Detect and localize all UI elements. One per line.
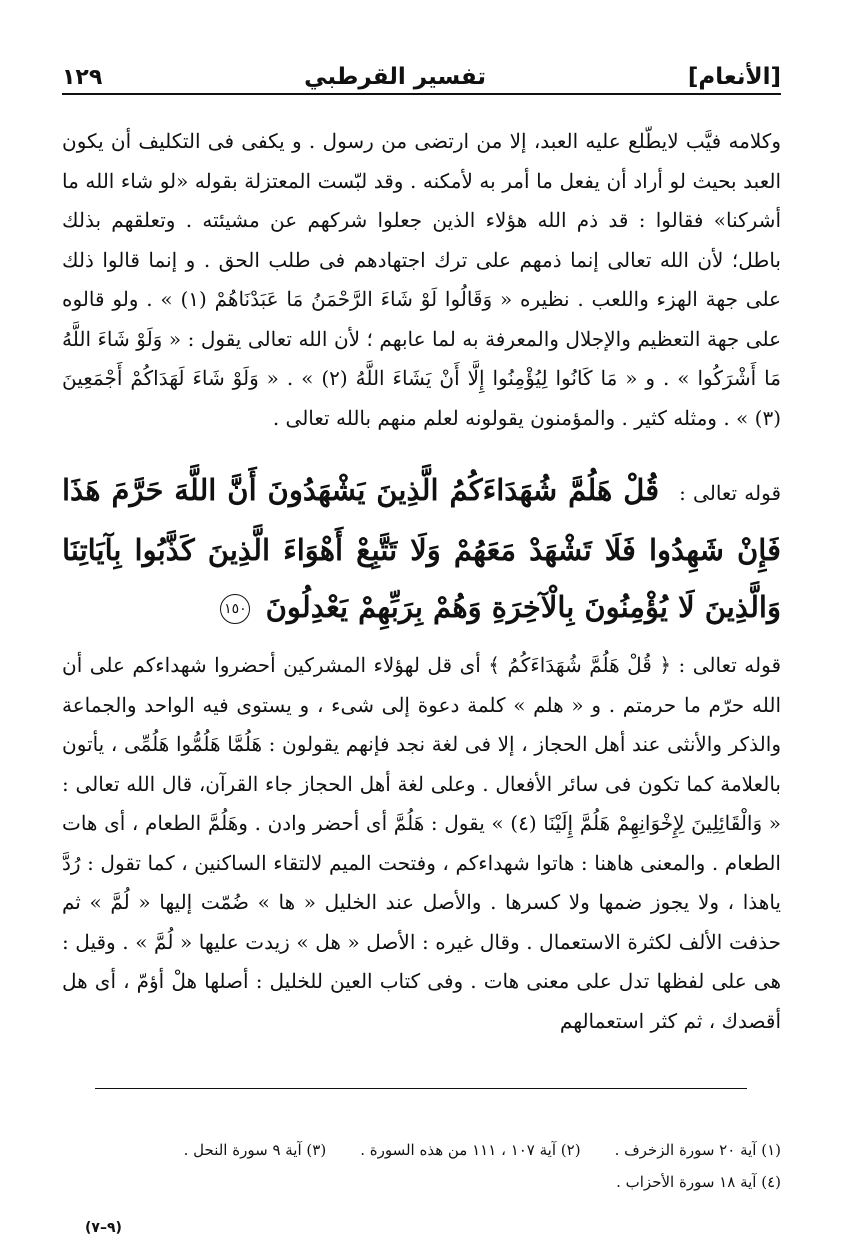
quran-verse: [62, 462, 781, 636]
book-title: تفسير القرطبي: [304, 64, 487, 90]
printer-signature: (٩–٧): [85, 1220, 122, 1236]
header-divider: [62, 93, 781, 95]
page-body: [62, 122, 781, 1041]
footnote: (١) آية ٢٠ سورة الزخرف .: [614, 1141, 781, 1159]
surah-name: [الأنعام]: [687, 64, 781, 90]
page-number: ١٢٩: [62, 65, 103, 90]
footnote-divider: [95, 1088, 747, 1089]
footnotes: [95, 1134, 781, 1198]
tafsir-paragraph: قوله تعالى : ﴿ قُلْ هَلُمَّ شُهَدَاءَكُمُ ﴾ أى قل لهؤلاء المشركين أحضروا شهداءكم على أن الله حرّم ما حرمتم . و « هلم » كلمة دعوة إلى شىء ، و يستوى فيه الواحد والجماعة والذكر والأنثى عند أهل الحجاز ، إلا فى لغة نجد فإنهم يقولون : هَلُمَّا هَلُمُّوا هَلُمِّى ، يأتون بالعلامة كما تكون فى سائر الأفعال . وعلى لغة أهل الحجاز جاء القرآن، قال الله تعالى : « وَالْقَائِلِينَ لِإِخْوَانِهِمْ هَلُمَّ إِلَيْنَا (٤) » يقول : هَلُمَّ أى أحضر وادن . وهَلُمَّ الطعام ، أى هات الطعام . والمعنى هاهنا : هاتوا شهداءكم ، وفتحت الميم لالتقاء الساكنين ، كما تقول : رُدَّ ياهذا ، ولا يجوز ضمها ولا كسرها . والأصل عند الخليل « ها » ضُمّت إليها « لُمَّ » ثم حذفت الألف لكثرة الاستعمال . وقال غيره : الأصل « هل » زيدت عليها « لُمَّ » . وقيل : هى على لفظها تدل على معنى هات . وفى كتاب العين للخليل : أصلها هلْ أؤمّ ، أى هل أقصدك ، ثم كثر استعمالهم: [62, 653, 782, 1033]
footnote-line: [95, 1134, 781, 1166]
page-header: [62, 50, 781, 90]
verse-intro: قوله تعالى :: [679, 481, 782, 505]
verse-text: قُلْ هَلُمَّ شُهَدَاءَكُمُ الَّذِينَ يَشْهَدُونَ أَنَّ اللَّهَ حَرَّمَ هَذَا فَإِنْ شَهِدُوا فَلَا تَشْهَدْ مَعَهُمْ وَلَا تَتَّبِعْ أَهْوَاءَ الَّذِينَ كَذَّبُوا بِآيَاتِنَا وَالَّذِينَ لَا يُؤْمِنُونَ بِالْآخِرَةِ وَهُمْ بِرَبِّهِمْ يَعْدِلُونَ: [62, 473, 781, 624]
ayah-number-badge: ١٥٠: [220, 594, 250, 624]
footnote-line: [95, 1166, 781, 1198]
paragraph: وكلامه فيَّب لايطّلع عليه العبد، إلا من ارتضى من رسول . و يكفى فى التكليف أن يكون العبد بحيث لو أراد أن يفعل ما أمر به لأمكنه . وقد لبّست المعتزلة بقوله «لو شاء الله ما أشركنا» فقالوا : قد ذم الله هؤلاء الذين جعلوا شركهم عن مشيئته . وتعلقهم بذلك باطل؛ لأن الله تعالى إنما ذمهم على ترك اجتهادهم فى طلب الحق . و إنما قالوا ذلك على جهة الهزء واللعب . نظيره « وَقَالُوا لَوْ شَاءَ الرَّحْمَنُ مَا عَبَدْنَاهُمْ (١) » . ولو قالوه على جهة التعظيم والإجلال والمعرفة به لما عابهم ؛ لأن الله تعالى يقول : « وَلَوْ شَاءَ اللَّهُ مَا أَشْرَكُوا » . و « مَا كَانُوا لِيُؤْمِنُوا إِلَّا أَنْ يَشَاءَ اللَّهُ (٢) » . « وَلَوْ شَاءَ لَهَدَاكُمْ أَجْمَعِينَ (٣) » . ومثله كثير . والمؤمنون يقولونه لعلم منهم بالله تعالى .: [62, 129, 781, 430]
footnote: (٣) آية ٩ سورة النحل .: [183, 1141, 327, 1159]
footnote: (٤) آية ١٨ سورة الأحزاب .: [616, 1173, 781, 1191]
footnote: (٢) آية ١٠٧ ، ١١١ من هذه السورة .: [360, 1141, 581, 1159]
